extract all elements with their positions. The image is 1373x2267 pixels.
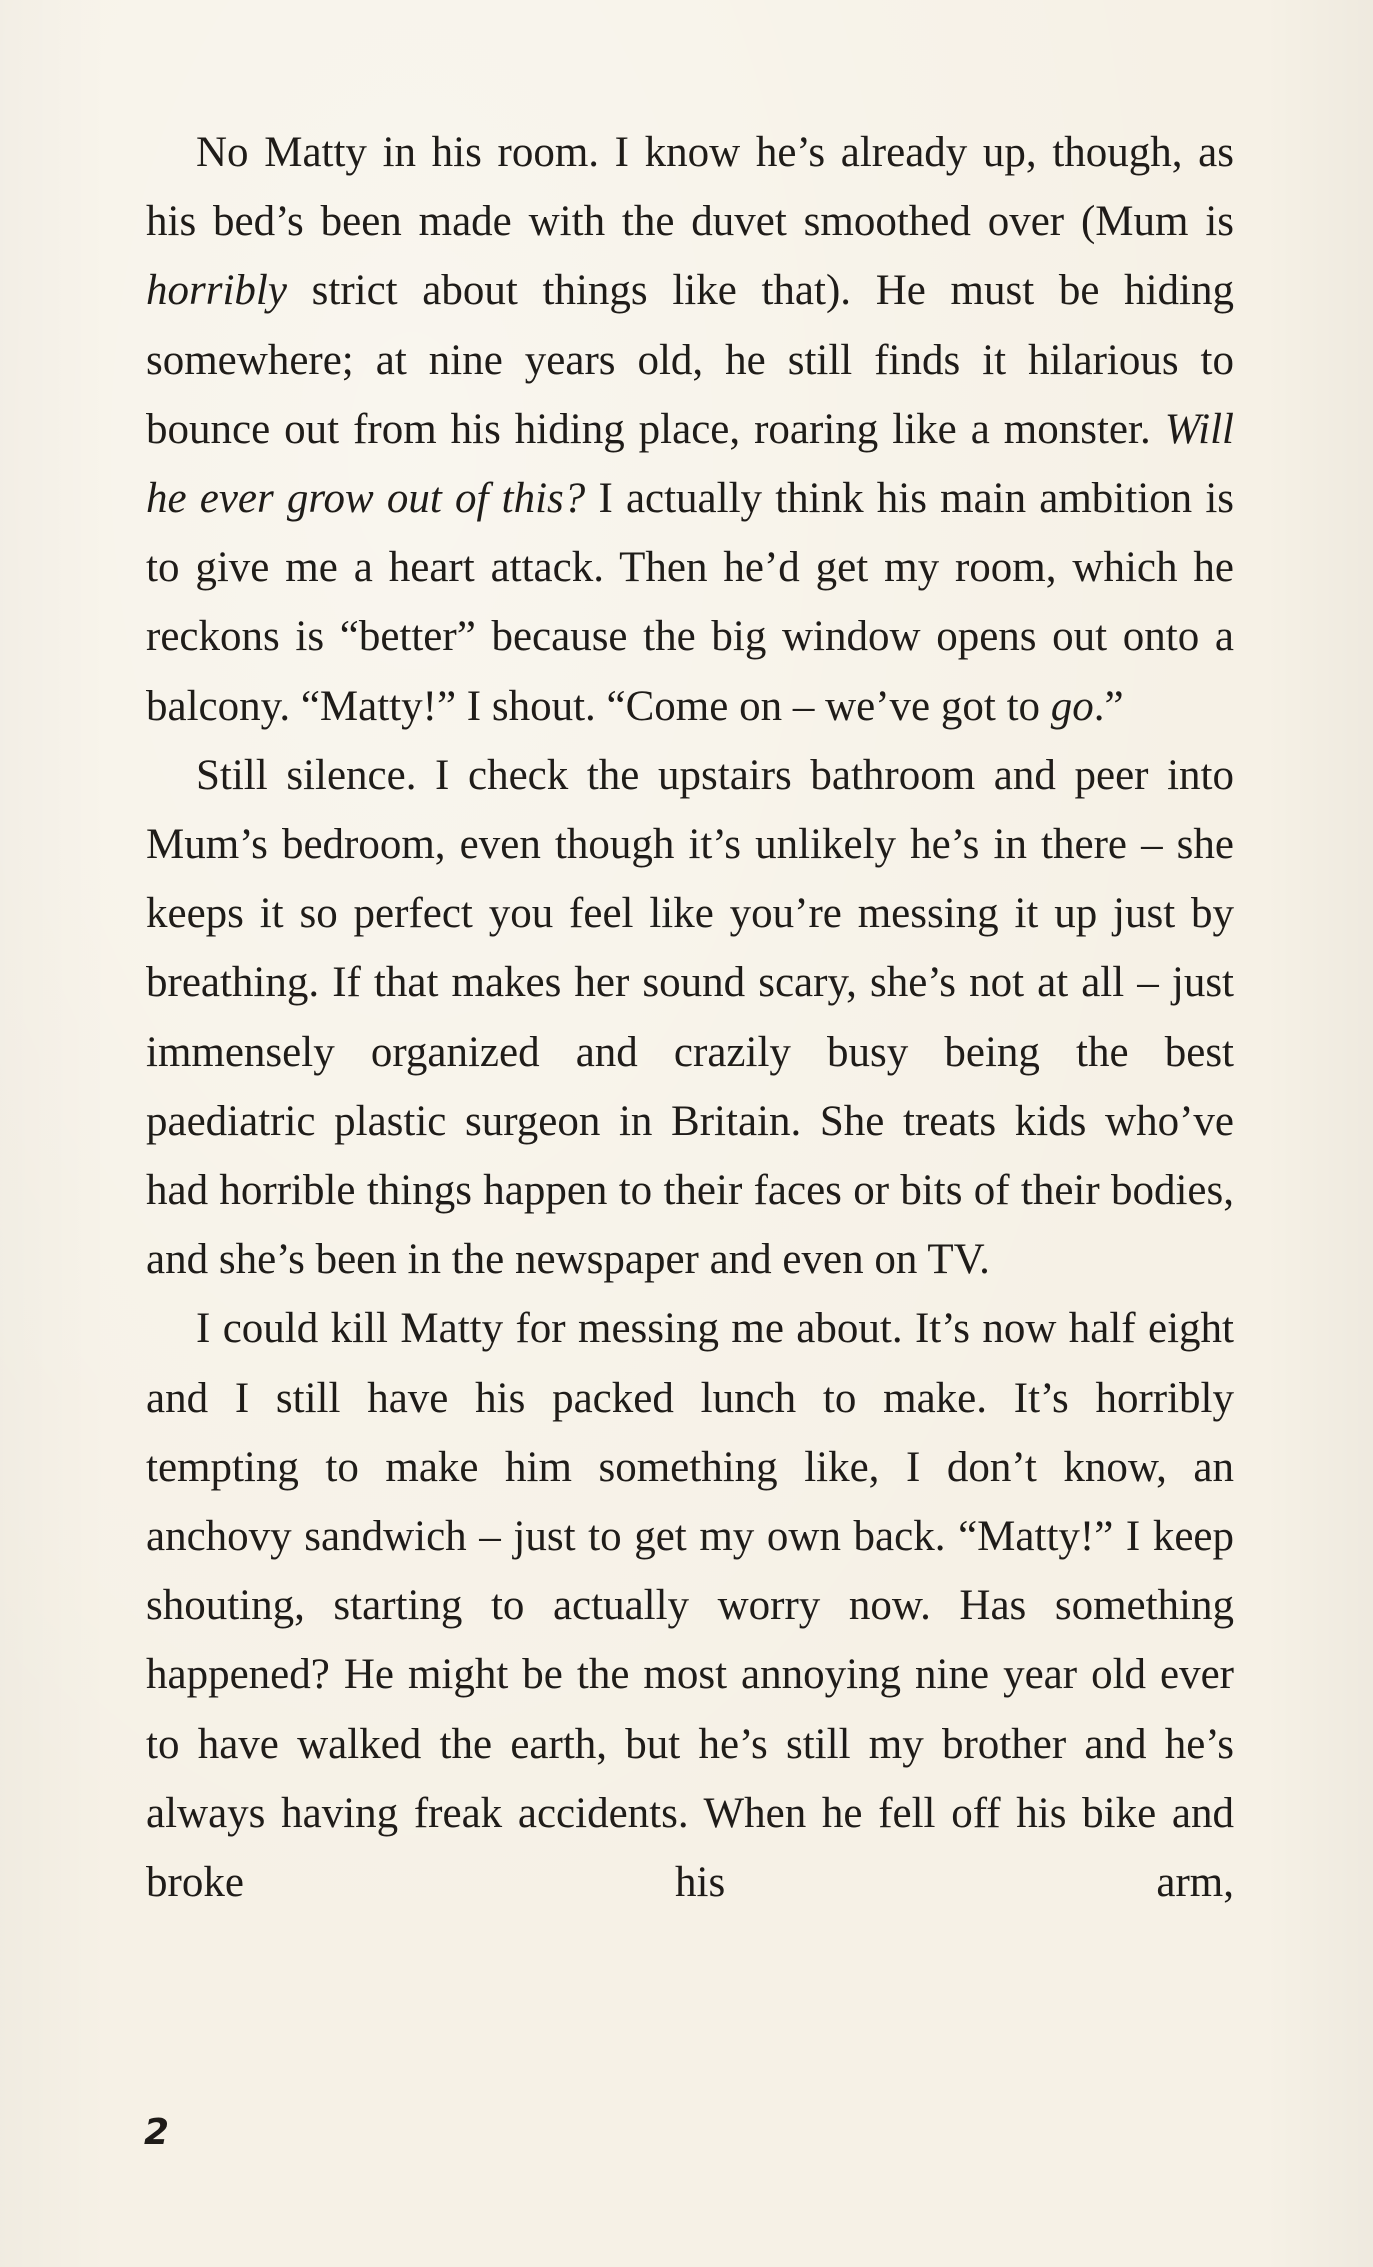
italic-emphasis: go xyxy=(1050,682,1094,730)
paragraph-2-text: Still silence. I check the upstairs bathroom and peer into Mum’s bedroom, even though it’s unlikely he’s in there – she keeps it so perfect you feel like you’re messing it up just by breathing. If that makes her sound scary, she’s not at all – just immensely organized and crazily busy being the best paediatric plastic surgeon in Britain. She treats kids who’ve had horrible things happen to their faces or bits of their bodies, and she’s been in the newspaper and even on TV. xyxy=(146,751,1234,1284)
paragraph-3-text: I could kill Matty for messing me about. It’s now half eight and I still have his packed lunch to make. It’s horribly tempting to make him something like, I don’t know, an anchovy sandwich – just to get my own back. “Matty!” I keep shouting, starting to actually worry now. Has something happened? He might be the most annoying nine year old ever to have walked the earth, but he’s still my brother and he’s always having freak accidents. When he fell off his bike and broke his arm, xyxy=(146,1305,1234,1907)
paragraph-3 xyxy=(146,1294,1234,1917)
paragraph-1-text: I actually think his main ambition is to give me a heart attack. Then he’d get my room, which he reckons is “better” because the big window opens out onto a balcony. “Matty!” I shout. “Come on – we’ve got to xyxy=(146,475,1234,730)
paragraph-1-text: .” xyxy=(1093,682,1124,730)
paragraph-1-text: strict about things like that). He must be hiding somewhere; at nine years old, he still finds it hilarious to bounce out from his hiding place, roaring like a monster. xyxy=(146,267,1234,453)
italic-emphasis: horribly xyxy=(146,267,287,315)
body-text xyxy=(146,118,1234,1917)
paragraph-1 xyxy=(146,118,1234,741)
page-number: 2 xyxy=(144,2112,170,2153)
paragraph-1-text: No Matty in his room. I know he’s already up, though, as his bed’s been made with the duvet smoothed over (Mum is xyxy=(146,129,1234,246)
paragraph-2 xyxy=(146,741,1234,1295)
italic-thought: Will he ever grow out of this? xyxy=(146,405,1234,523)
